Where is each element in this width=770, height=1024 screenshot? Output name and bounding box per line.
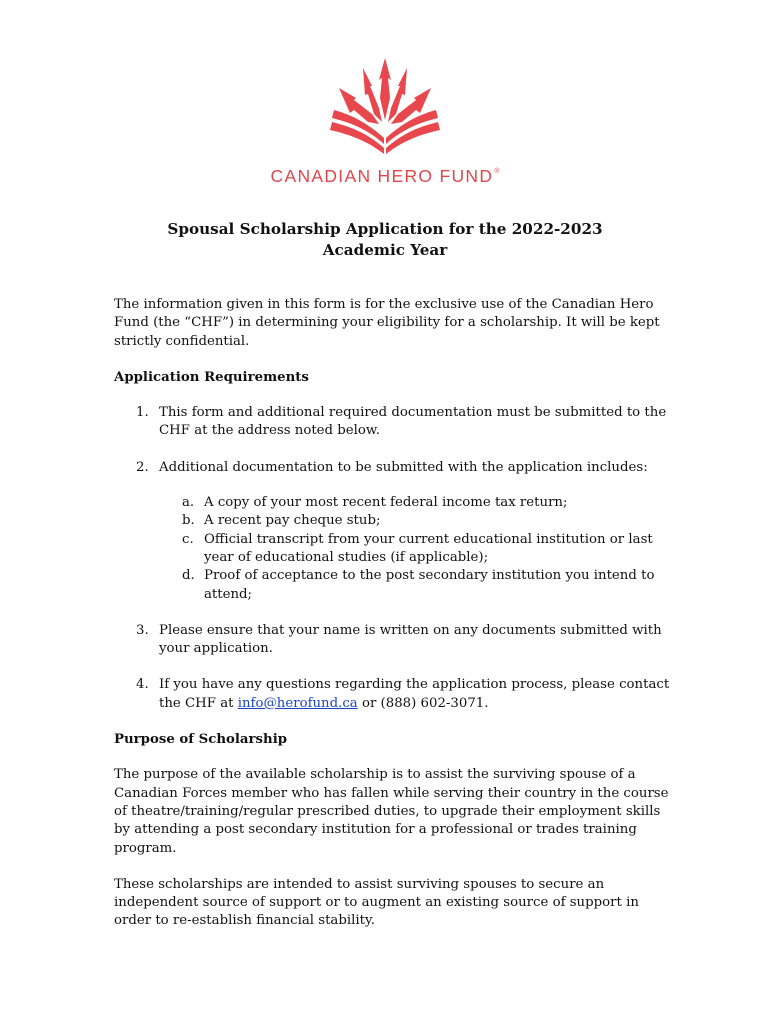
purpose-heading: Purpose of Scholarship xyxy=(114,732,288,748)
list-item-text: Additional documentation to be submitted with the application includes: xyxy=(159,459,648,475)
page-title xyxy=(0,219,770,261)
list-number: 4. xyxy=(136,677,149,693)
email-link[interactable]: info@herofund.ca xyxy=(237,695,358,711)
document-body xyxy=(114,296,674,949)
brand-text: CANADIAN HERO FUND xyxy=(270,166,494,186)
title-line-1: Spousal Scholarship Application for the 2022-2023 xyxy=(167,220,603,238)
list-item xyxy=(114,404,674,441)
list-number: 2. xyxy=(136,459,149,475)
sublist-item xyxy=(159,512,674,530)
intro-paragraph: The information given in this form is for the exclusive use of the Canadian Hero Fund (the “CHF”) in determining your eligibility for a scholarship. It will be kept strictly confidential. xyxy=(114,297,660,349)
sublist-item-text: A copy of your most recent federal income tax return; xyxy=(204,495,568,511)
sublist-letter: c. xyxy=(182,531,194,547)
title-line-2: Academic Year xyxy=(322,241,448,259)
brand-name xyxy=(0,166,770,187)
list-item xyxy=(114,622,674,659)
registered-mark: ® xyxy=(494,168,500,175)
purpose-paragraph-1: The purpose of the available scholarship is to assist the surviving spouse of a Canadian Forces member who has fallen while serving their country in the course of theatre/training/regular prescribed duties, to upgrade their employment skills by attending a post secondary institution for a professional or trades training program. xyxy=(114,767,669,856)
sublist-letter: a. xyxy=(182,495,195,511)
contact-text-after: or (888) 602-3071. xyxy=(361,695,489,711)
sublist-item xyxy=(159,531,674,568)
sublist-item-text: A recent pay cheque stub; xyxy=(204,513,381,529)
list-item-text: Please ensure that your name is written on any documents submitted with your application. xyxy=(159,622,662,657)
sublist-item-text: Proof of acceptance to the post secondary institution you intend to attend; xyxy=(204,568,655,602)
requirements-list xyxy=(114,404,674,713)
list-item-text: This form and additional required documentation must be submitted to the CHF at the address noted below. xyxy=(159,405,667,439)
sublist-letter: b. xyxy=(182,513,195,529)
purpose-paragraph-2: These scholarships are intended to assist surviving spouses to secure an independent source of support or to augment an existing source of support in order to re-establish financial stability. xyxy=(114,876,639,929)
sublist-item-text: Official transcript from your current educational institution or last year of educational studies (if applicable); xyxy=(204,531,653,565)
logo xyxy=(0,58,770,156)
maple-leaf-book-icon xyxy=(330,58,440,156)
sublist-item xyxy=(159,567,674,604)
documentation-sublist xyxy=(159,494,674,604)
requirements-heading: Application Requirements xyxy=(114,369,309,385)
list-item xyxy=(114,459,674,604)
contact-text-before: If you have any questions regarding the application process, please contact the CHF at xyxy=(159,677,670,711)
sublist-item xyxy=(159,494,674,512)
list-item xyxy=(114,676,674,713)
list-number: 1. xyxy=(136,405,149,421)
list-number: 3. xyxy=(136,622,149,638)
sublist-letter: d. xyxy=(182,568,195,584)
